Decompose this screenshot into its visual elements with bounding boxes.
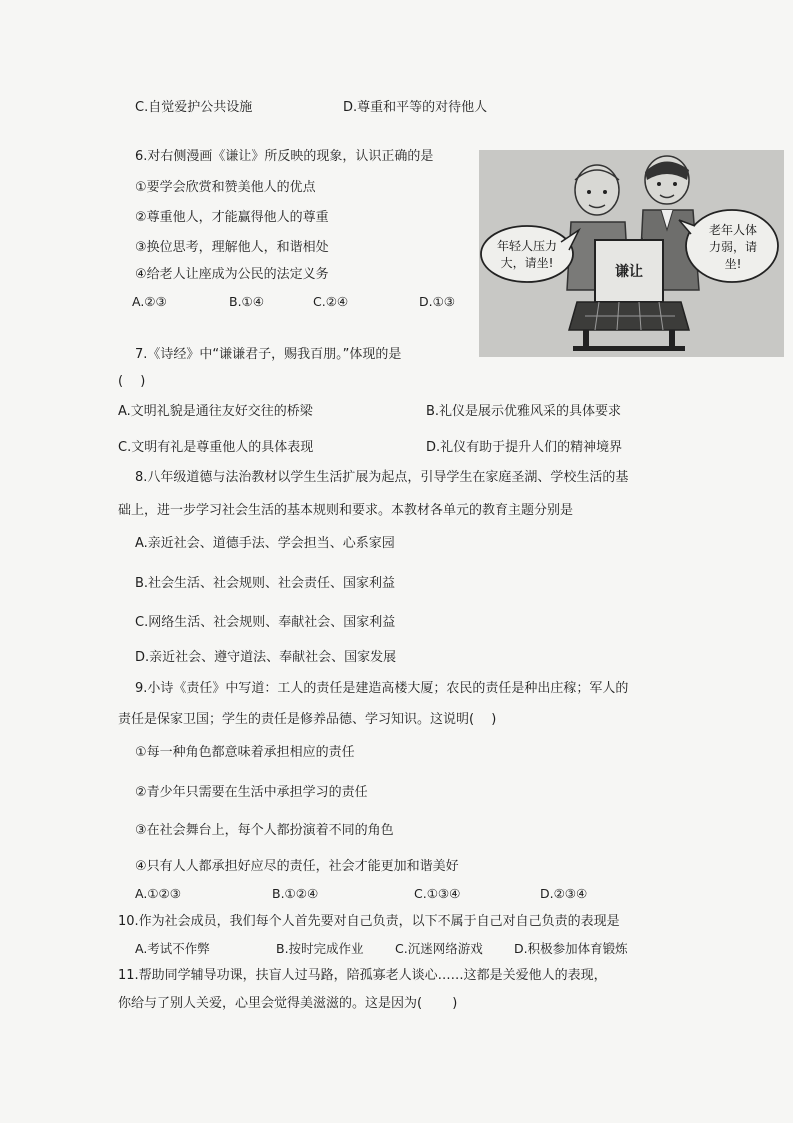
sign-text: 谦让 <box>615 264 643 280</box>
q10-option-d: D.积极参加体育锻炼 <box>514 941 628 956</box>
q9-option-a: A.①②③ <box>135 886 181 901</box>
q8-option-d: D.亲近社会、遵守道法、奉献社会、国家发展 <box>135 650 397 665</box>
q9-option-d: D.②③④ <box>540 886 588 901</box>
q6-statement-3: ③换位思考，理解他人，和谐相处 <box>135 240 329 255</box>
right-bubble-line-2: 力弱，请 <box>708 240 758 254</box>
right-bubble-line-1: 老年人体 <box>708 223 758 237</box>
q8-stem-line-1: 8.八年级道德与法治教材以学生生活扩展为起点，引导学生在家庭圣湖、学校生活的基 <box>135 470 629 485</box>
left-bubble-line-1: 年轻人压力 <box>496 239 558 253</box>
q9-statement-3: ③在社会舞台上，每个人都扮演着不同的角色 <box>135 823 394 838</box>
q8-option-c: C.网络生活、社会规则、奉献社会、国家利益 <box>135 615 396 630</box>
q8-option-b: B.社会生活、社会规则、社会责任、国家利益 <box>135 576 396 591</box>
q10-stem: 10.作为社会成员，我们每个人首先要对自己负责，以下不属于自己对自己负责的表现是 <box>118 914 620 929</box>
q9-stem-line-1: 9.小诗《责任》中写道：工人的责任是建造高楼大厦；农民的责任是种出庄稼；军人的 <box>135 681 629 696</box>
q6-statement-2: ②尊重他人，才能赢得他人的尊重 <box>135 210 329 225</box>
q6-option-d: D.①③ <box>419 294 456 309</box>
q6-option-b: B.①④ <box>229 294 264 309</box>
q9-statement-4: ④只有人人都承担好应尽的责任，社会才能更加和谐美好 <box>135 859 459 874</box>
left-bubble-line-2: 大，请坐! <box>500 256 554 270</box>
q7-answer-paren: ( ) <box>118 374 146 389</box>
q8-option-a: A.亲近社会、道德手法、学会担当、心系家园 <box>135 536 395 551</box>
q5-option-d: D.尊重和平等的对待他人 <box>343 100 488 115</box>
q11-stem-line-1: 11.帮助同学辅导功课，扶盲人过马路，陪孤寡老人谈心……这都是关爱他人的表现， <box>118 968 607 983</box>
q5-option-c: C.自觉爱护公共设施 <box>135 100 253 115</box>
q6-statement-4: ④给老人让座成为公民的法定义务 <box>135 267 329 282</box>
q11-stem-line-2: 你给与了别人关爱，心里会觉得美滋滋的。这是因为( ) <box>118 996 458 1011</box>
q7-option-c: C.文明有礼是尊重他人的具体表现 <box>118 440 314 455</box>
q8-stem-line-2: 础上，进一步学习社会生活的基本规则和要求。本教材各单元的教育主题分别是 <box>118 503 574 518</box>
q7-stem: 7.《诗经》中“谦谦君子，赐我百朋。”体现的是 <box>135 347 402 362</box>
q10-option-a: A.考试不作弊 <box>135 941 210 956</box>
q9-statement-1: ①每一种角色都意味着承担相应的责任 <box>135 745 355 760</box>
q7-option-a: A.文明礼貌是通往友好交往的桥梁 <box>118 404 313 419</box>
q10-option-b: B.按时完成作业 <box>276 941 364 956</box>
q7-option-d: D.礼仪有助于提升人们的精神境界 <box>426 440 623 455</box>
q6-option-c: C.②④ <box>313 294 349 309</box>
q9-stem-line-2: 责任是保家卫国；学生的责任是修养品德、学习知识。这说明( ) <box>118 712 497 727</box>
q6-statement-1: ①要学会欣赏和赞美他人的优点 <box>135 180 316 195</box>
q7-option-b: B.礼仪是展示优雅风采的具体要求 <box>426 404 622 419</box>
q9-option-c: C.①③④ <box>414 886 461 901</box>
q10-option-c: C.沉迷网络游戏 <box>395 941 483 956</box>
q9-statement-2: ②青少年只需要在生活中承担学习的责任 <box>135 785 368 800</box>
right-bubble-line-3: 坐! <box>724 257 742 271</box>
q6-option-a: A.②③ <box>132 294 167 309</box>
cartoon-qianrang <box>479 150 784 357</box>
q6-stem: 6.对右侧漫画《谦让》所反映的现象，认识正确的是 <box>135 149 434 164</box>
q9-option-b: B.①②④ <box>272 886 319 901</box>
